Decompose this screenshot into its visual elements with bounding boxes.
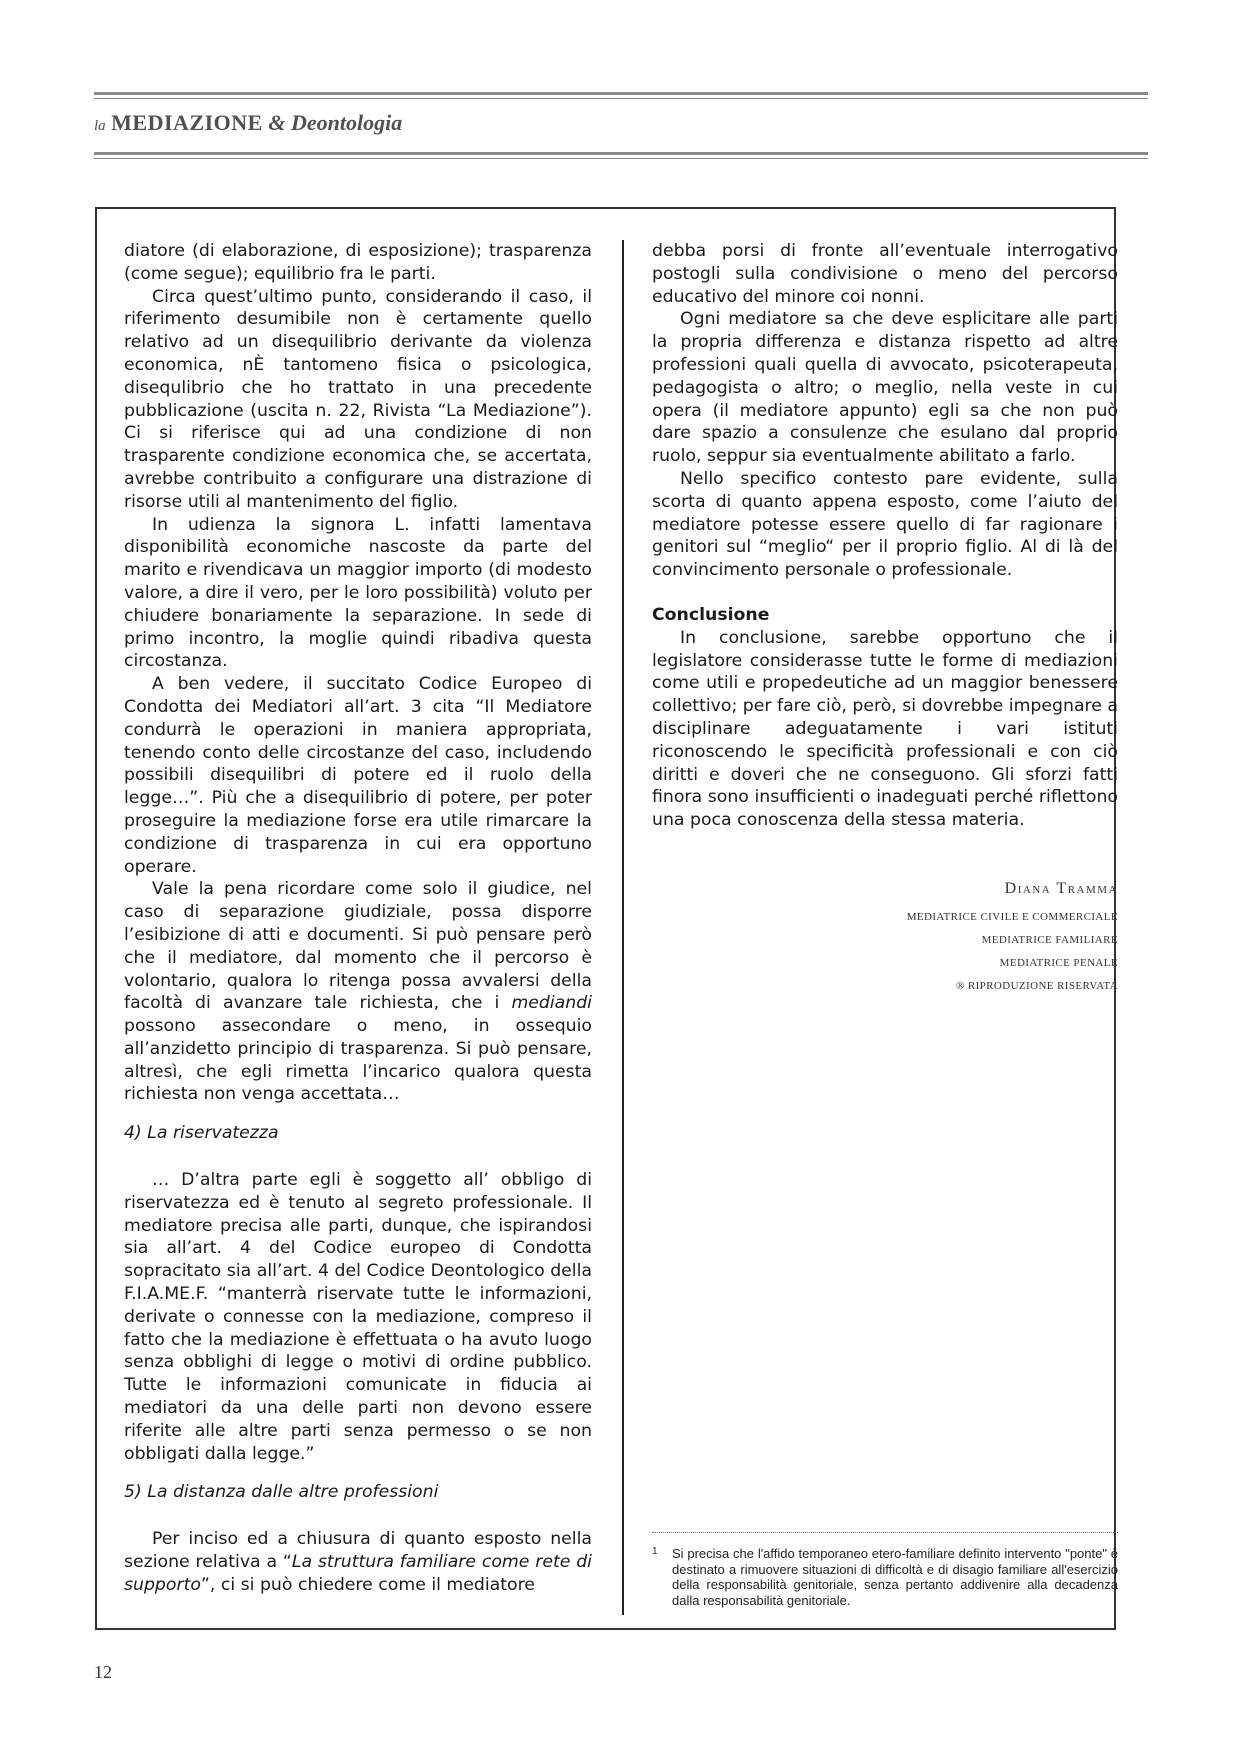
emphasis: mediandi [511,993,592,1014]
paragraph: Circa quest’ultimo punto, considerando il caso, il riferimento desumibile non è certamente quello relativo ad un disequilibrio derivante da violenza economica, nÈ tantomeno fisica o psicologica, disequlibrio che ho trattato in una precedente pubblicazione (uscita n. 22, Rivista “La Mediazione”). Ci si riferisce qui ad una condizione di non trasparente condizione economica che, se accertata, avrebbe contribuito a configurare una distrazione di risorse utili al mantenimento del figlio. [124,286,592,512]
paragraph: In conclusione, sarebbe opportuno che il legislatore considerasse tutte le forme di mediazioni come utili e propedeutiche ad un maggior benessere collettivo; per fare ciò, però, si dovrebbe impegnare a disciplinare adeguatamente i vari istituti riconoscendo le specificità professionali e con ciò diritti e doveri che ne conseguono. Gli sforzi fatti finora sono insufficienti o inadeguati perché riflettono una poca conoscenza della stessa materia. [652,627,1118,831]
heading-conclusione: Conclusione [652,604,770,625]
paragraph: In udienza la signora L. infatti lamentava disponibilità economiche nascoste da parte del marito e rivendicava un maggior importo (di modesto valore, a dire il vero, per le loro possibilità) voluto per chiudere bonariamente la separazione. In sede di primo incontro, la moglie quindi ribadiva questa circostanza. [124,514,592,672]
footnote-text: Si precisa che l'affido temporaneo etero-familiare definito intervento "ponte" è destinato a rimuovere situazioni di difficoltà e di disagio familiare all'esercizio della responsabilità genitoriale, senza pertanto addivenire alla decadenza dalla responsabilità genitoriale. [672,1546,1118,1608]
header-rule-top-thick [94,92,1148,95]
author-role: MEDIATRICE CIVILE E COMMERCIALE [906,911,1118,923]
header-magazine-name: MEDIAZIONE [111,110,263,135]
paragraph [124,1528,592,1596]
copyright-notice: ® RIPRODUZIONE RISERVATA [955,980,1118,992]
paragraph: diatore (di elaborazione, di esposizione); trasparenza (come segue); equilibrio fra le parti. [124,241,592,284]
text-run: ”, ci si può chiedere come il mediatore [200,1574,535,1595]
emphasis: La struttura familiare come rete di supporto [124,1552,592,1595]
column-divider [622,240,624,1615]
header-rule-bottom-thick [94,152,1148,155]
paragraph: debba porsi di fronte all’eventuale interrogativo postogli sulla condivisione o meno del percorso educativo del minore coi nonni. [652,241,1118,307]
footnote-separator [652,1532,1118,1533]
header-rule-top-thin [94,98,1148,99]
paragraph [124,878,592,1106]
paragraph: Ogni mediatore sa che deve esplicitare alle parti la propria differenza e distanza rispetto ad altre professioni quali quella di avvocato, psicoterapeuta, pedagogista o altro; o meglio, nella veste in cui opera (il mediatore appunto) egli sa che non può dare spazio a consulenze che esulano dal proprio ruolo, seppur sia eventualmente abilitato a farlo. [652,309,1118,467]
author-name: Diana Tramma [1004,880,1118,897]
subheading-distanza: 5) La distanza dalle altre professioni [124,1482,439,1503]
header-rule-bottom-thin [94,158,1148,159]
paragraph: A ben vedere, il succitato Codice Europeo di Condotta dei Mediatori all’art. 3 cita “Il Mediatore condurrà le operazioni in maniera appropriata, tenendo conto delle circostanze del caso, includendo possibili disequilibri di potere ed il ruolo della legge…”. Più che a disequilibrio di potere, per poter proseguire la mediazione forse era utile rimarcare la condizione di trasparenza in cui era opportuno operare. [124,674,592,877]
text-run: Per inciso ed a chiusura di quanto esposto nella sezione relativa a “ [124,1529,592,1573]
text-run: Vale la pena ricordare come solo il giudice, nel caso di separazione giudiziale, possa disporre l’esibizione di atti e documenti. Si può pensare però che il mediatore, dal momento che il percorso è volontario, qualora lo ritenga possa avvalersi della facoltà di avanzare tale richiesta, che i [124,879,592,1014]
author-role: MEDIATRICE PENALE [999,957,1118,969]
text-run: possono assecondare o meno, in ossequio all’anzidetto principio di trasparenza. Si può pensare, altresì, che egli rimetta l’incarico qualora questa richiesta non venga accettata… [124,1016,592,1105]
author-signature [800,880,1118,998]
header-ampersand: & [268,110,286,135]
author-role: MEDIATRICE FAMILIARE [981,934,1118,946]
header-section: Deontologia [290,110,403,135]
footnote [652,1546,1118,1608]
header-la: la [94,118,106,134]
subheading-riservatezza: 4) La riservatezza [124,1123,279,1144]
page-number: 12 [94,1662,112,1682]
running-header [94,110,402,136]
paragraph: Nello specifico contesto pare evidente, sulla scorta di quanto appena esposto, come l’aiuto del mediatore potesse essere quello di far ragionare i genitori sul “meglio“ per il proprio figlio. Al di là del convincimento personale o professionale. [652,468,1118,581]
footnote-mark: 1 [652,1546,658,1557]
right-column [652,240,1118,832]
left-column [124,240,592,1597]
paragraph: … D’altra parte egli è soggetto all’ obbligo di riservatezza ed è tenuto al segreto professionale. Il mediatore precisa alle parti, dunque, che ispirandosi sia all’art. 4 del Codice europeo di Condotta sopracitato sia all’art. 4 del Codice Deontologico della F.I.A.ME.F. “manterrà riservate tutte le informazioni, derivate o connesse con la mediazione, compreso il fatto che la mediazione è effettuata o ha avuto luogo senza obblighi di legge o motivi di ordine pubblico. Tutte le informazioni comunicate in fiducia ai mediatori da una delle parti non devono essere riferite alle altre parti senza permesso o se non obbligati dalla legge.” [124,1170,592,1464]
